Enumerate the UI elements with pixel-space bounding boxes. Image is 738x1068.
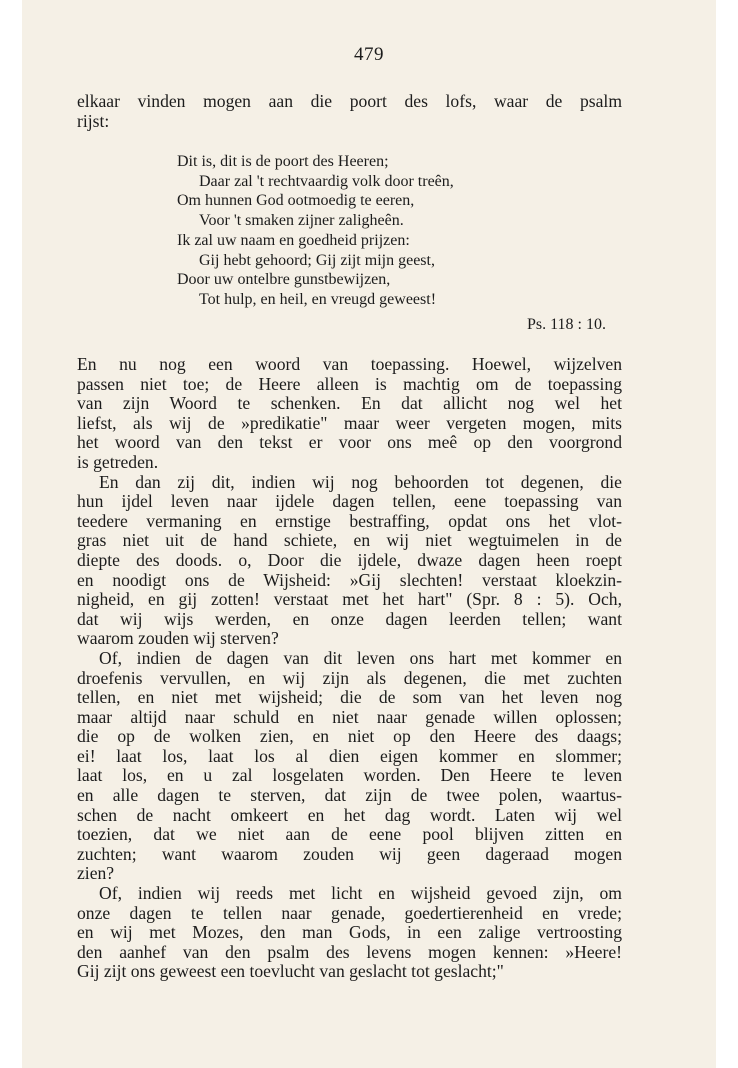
body-line: den aanhef van den psalm des levens mogen kennen: »Heere!	[77, 941, 622, 962]
book-page	[22, 0, 716, 1068]
verse-line: Voor 't smaken zijner zaligheên.	[199, 212, 404, 230]
body-line: en noodigt ons de Wijsheid: »Gij slechten! verstaat kloekzin-	[77, 569, 622, 590]
body-line: liefst, als wij de »predikatie" maar weer vergeten mogen, mits	[77, 412, 622, 433]
body-line: droefenis vervullen, en wij zijn als degenen, die met zuchten	[77, 667, 622, 688]
body-line: En nu nog een woord van toepassing. Hoewel, wijzelven	[77, 354, 622, 374]
body-text	[77, 355, 622, 982]
body-line: schen de nacht omkeert en het dag wordt. Laten wij wel	[77, 804, 622, 825]
body-line: hun ijdel leven naar ijdele dagen tellen, eene toepassing van	[77, 491, 622, 512]
intro-paragraph	[77, 92, 622, 131]
body-line: diepte des doods. o, Door die ijdele, dwaze dagen heen roept	[77, 549, 622, 570]
body-line: tellen, en niet met wijsheid; die de som van het leven nog	[77, 687, 622, 708]
verse-line: Door uw ontelbre gunstbewijzen,	[177, 271, 391, 289]
body-line: laat los, en u zal losgelaten worden. Den Heere te leven	[77, 765, 622, 786]
body-line: passen niet toe; de Heere alleen is machtig om de toepassing	[77, 373, 622, 394]
verse-line: Om hunnen God ootmoedig te eeren,	[177, 192, 415, 210]
intro-line: rijst:	[77, 110, 110, 131]
body-line: is getreden.	[77, 451, 159, 472]
body-line: en alle dagen te sterven, dat zijn de twee polen, waartus-	[77, 785, 622, 806]
body-line: van zijn Woord te schenken. En dat allicht nog wel het	[77, 393, 622, 414]
body-line: teedere vermaning en ernstige bestraffing, opdat ons het vlot-	[77, 510, 622, 531]
body-line: gras niet uit de hand schiete, en wij niet wegtuimelen in de	[77, 530, 622, 551]
body-line: die op de wolken zien, en niet op den Heere des daags;	[77, 726, 622, 747]
body-line: zien?	[77, 863, 115, 884]
body-line: toezien, dat we niet aan de eene pool blijven zitten en	[77, 824, 622, 845]
body-line: En dan zij dit, indien wij nog behoorden tot degenen, die	[99, 471, 622, 492]
body-line: zuchten; want waarom zouden wij geen dageraad mogen	[77, 843, 622, 864]
body-line: nigheid, en gij zotten! verstaat met het hart" (Spr. 8 : 5). Och,	[77, 589, 622, 610]
verse-line: Tot hulp, en heil, en vreugd geweest!	[199, 290, 437, 308]
intro-line: elkaar vinden mogen aan die poort des lofs, waar de psalm	[77, 91, 622, 111]
verse-line: Ik zal uw naam en goedheid prijzen:	[177, 231, 410, 249]
body-line: Of, indien de dagen van dit leven ons hart met kommer en	[99, 647, 622, 668]
body-line: dat wij wijs werden, en onze dagen leerden tellen; want	[77, 608, 622, 629]
psalm-verse	[177, 152, 454, 310]
verse-citation: Ps. 118 : 10.	[527, 316, 606, 333]
verse-line: Daar zal 't rechtvaardig volk door treên,	[199, 172, 454, 190]
verse-line: Dit is, dit is de poort des Heeren;	[177, 153, 389, 170]
body-line: en wij met Mozes, den man Gods, in een zalige vertroosting	[77, 922, 622, 943]
body-line: maar altijd naar schuld en niet naar genade willen oplossen;	[77, 706, 622, 727]
body-line: ei! laat los, laat los al dien eigen kommer en slommer;	[77, 745, 622, 766]
body-line: Of, indien wij reeds met licht en wijsheid gevoed zijn, om	[99, 883, 622, 904]
body-line: onze dagen te tellen naar genade, goedertierenheid en vrede;	[77, 902, 622, 923]
body-line: Gij zijt ons geweest een toevlucht van geslacht tot geslacht;"	[77, 961, 504, 982]
body-line: waarom zouden wij sterven?	[77, 628, 279, 649]
verse-line: Gij hebt gehoord; Gij zijt mijn geest,	[199, 251, 435, 269]
page-number: 479	[354, 44, 384, 65]
body-line: het woord van den tekst er voor ons meê op den voorgrond	[77, 432, 622, 453]
